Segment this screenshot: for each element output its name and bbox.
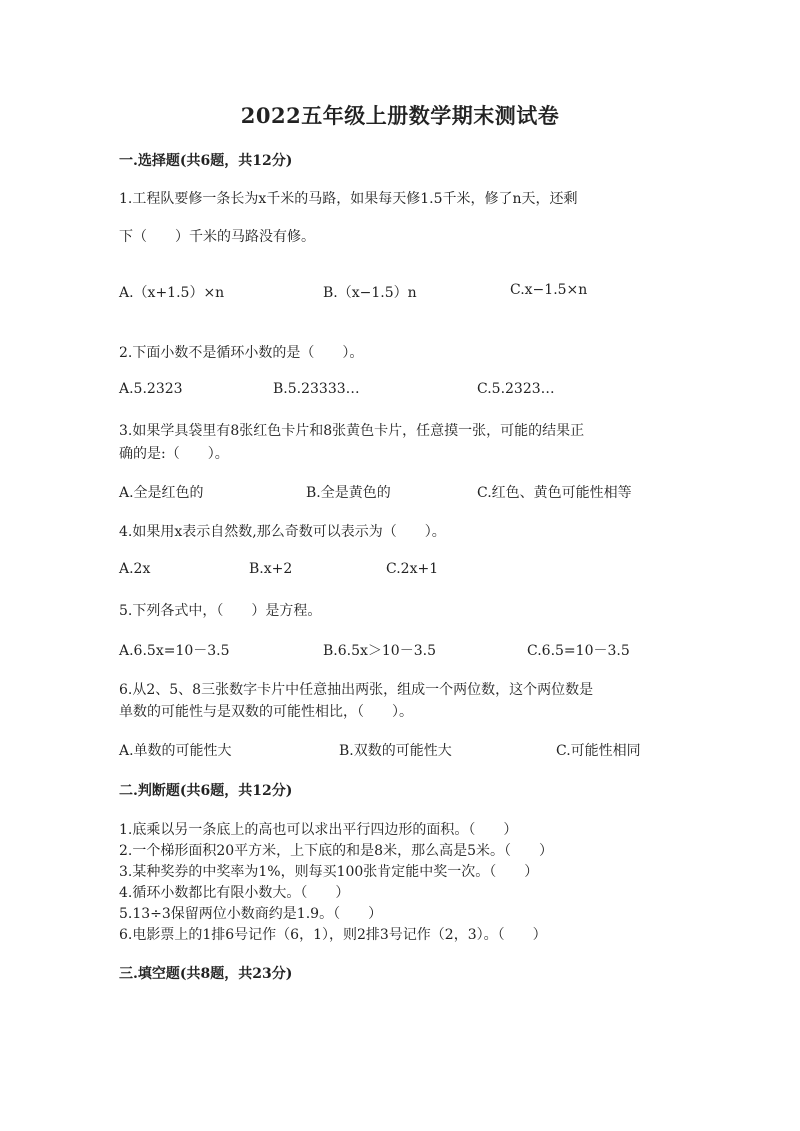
option-b: B.6.5x＞10－3.5 (323, 643, 436, 659)
option-b: B.x+2 (249, 561, 293, 577)
option-a: A.（x+1.5）×n (119, 285, 225, 301)
option-c: C.5.2323… (477, 381, 555, 397)
section-heading-choice: 一.选择题(共6题，共12分) (119, 153, 293, 169)
question-text: 3.如果学具袋里有8张红色卡片和8张黄色卡片，任意摸一张，可能的结果正 (119, 423, 585, 439)
option-b: B.双数的可能性大 (339, 743, 452, 759)
option-a: A.全是红色的 (119, 485, 204, 501)
question-text: 2.下面小数不是循环小数的是（ ）。 (119, 345, 364, 361)
option-c: C.6.5=10－3.5 (527, 643, 630, 659)
question-text: 5.下列各式中，（ ）是方程。 (119, 603, 322, 619)
option-c: C.红色、黄色可能性相等 (477, 485, 632, 501)
section-heading-judgement: 二.判断题(共6题，共12分) (119, 783, 293, 799)
judgement-item: 5.13÷3保留两位小数商约是1.9。（ ） (119, 906, 383, 922)
option-b: B.全是黄色的 (306, 485, 391, 501)
judgement-item: 2.一个梯形面积20平方米，上下底的和是8米，那么高是5米。（ ） (119, 843, 553, 859)
option-b: B.5.23333… (273, 381, 360, 397)
question-text: 6.从2、5、8三张数字卡片中任意抽出两张，组成一个两位数，这个两位数是 (119, 682, 594, 698)
question-text: 4.如果用x表示自然数,那么奇数可以表示为（ ）。 (119, 524, 446, 540)
judgement-item: 6.电影票上的1排6号记作（6，1），则2排3号记作（2，3）。（ ） (119, 927, 547, 943)
judgement-item: 3.某种奖券的中奖率为1%，则每买100张肯定能中奖一次。（ ） (119, 864, 539, 880)
page-title: 2022五年级上册数学期末测试卷 (240, 103, 560, 128)
option-b: B.（x−1.5）n (323, 285, 417, 301)
judgement-item: 1.底乘以另一条底上的高也可以求出平行四边形的面积。（ ） (119, 822, 518, 838)
option-c: C.x−1.5×n (510, 282, 588, 298)
option-c: C.2x+1 (386, 561, 439, 577)
judgement-item: 4.循环小数都比有限小数大。（ ） (119, 885, 350, 901)
option-c: C.可能性相同 (556, 743, 641, 759)
option-a: A.6.5x=10－3.5 (119, 643, 230, 659)
question-text: 单数的可能性与是双数的可能性相比，（ ）。 (119, 704, 413, 720)
question-text: 1.工程队要修一条长为x千米的马路，如果每天修1.5千米，修了n天，还剩 (119, 191, 578, 207)
option-a: A.单数的可能性大 (119, 743, 232, 759)
question-text: 确的是:（ ）。 (119, 446, 229, 462)
question-text: 下（ ）千米的马路没有修。 (119, 229, 315, 245)
section-heading-fill-in: 三.填空题(共8题，共23分) (119, 966, 293, 982)
option-a: A.2x (119, 561, 151, 577)
option-a: A.5.2323 (119, 381, 183, 397)
